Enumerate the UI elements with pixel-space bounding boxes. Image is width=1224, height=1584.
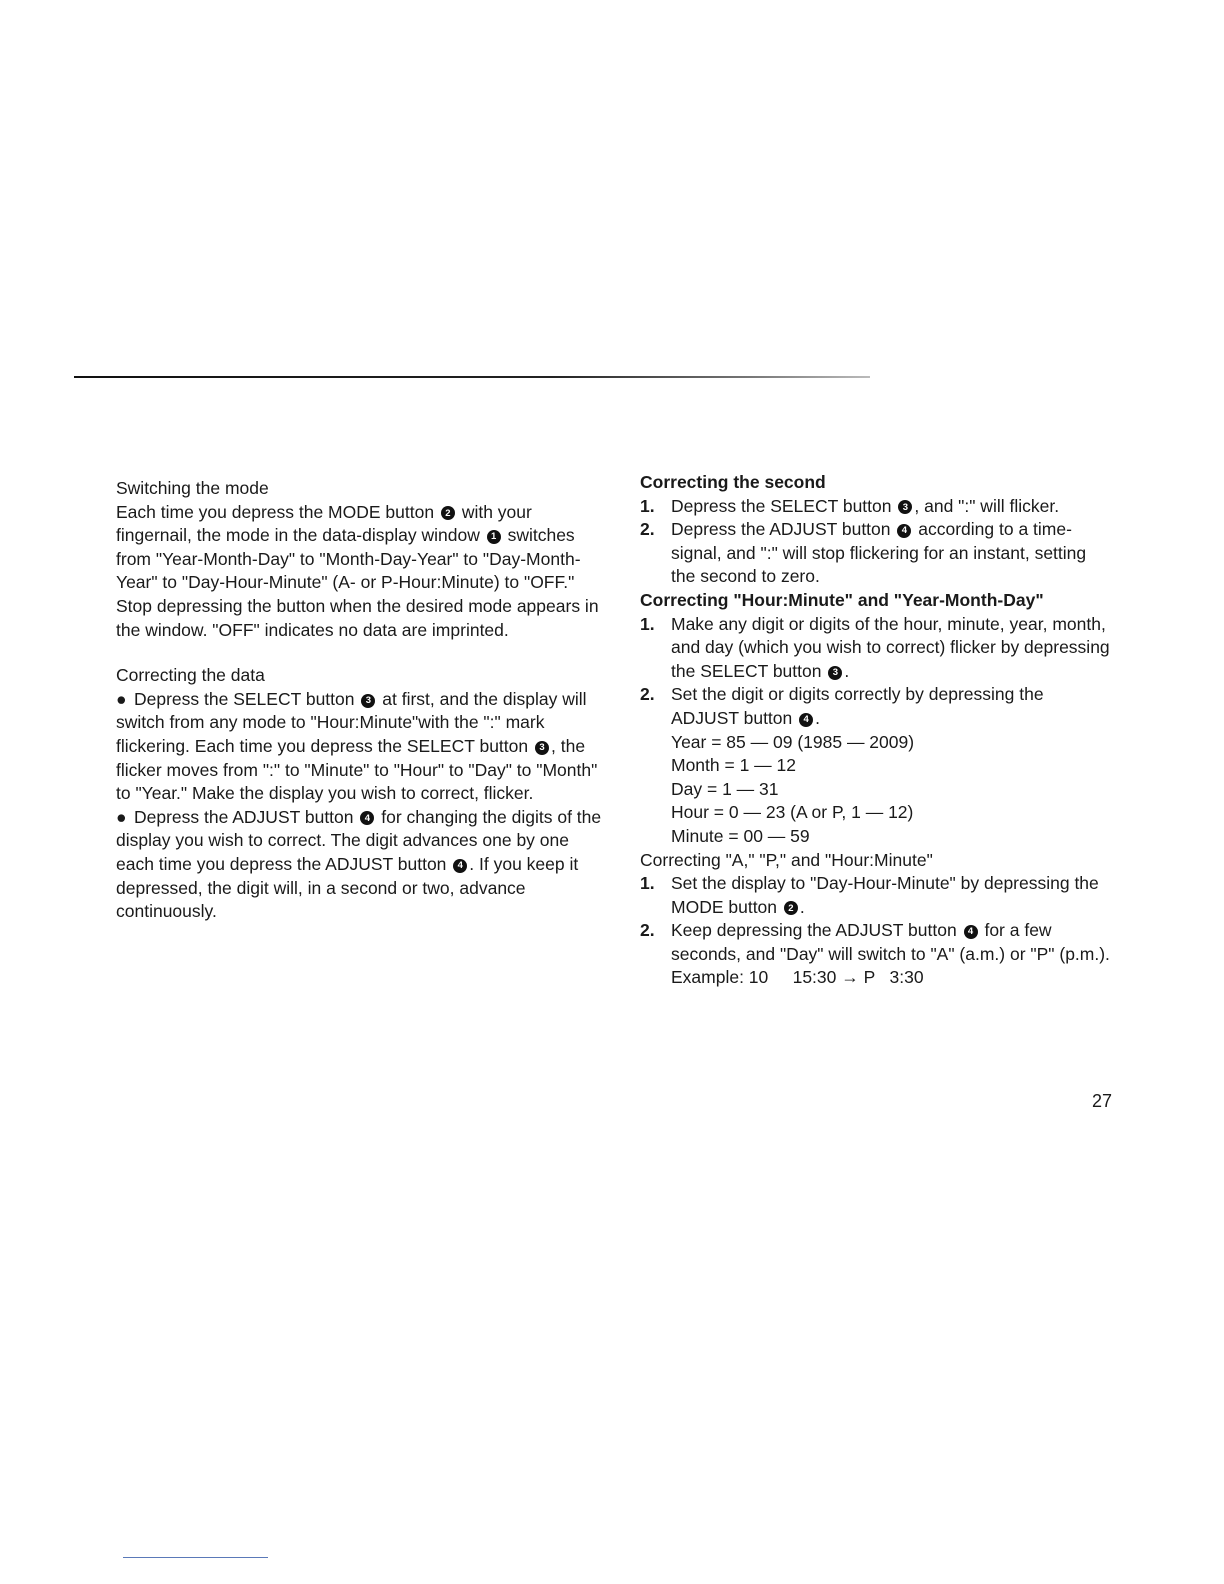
select-button-callout-icon: 3 [535, 741, 549, 755]
text-run: . [844, 660, 850, 681]
text-run: , and ":" will flicker. [914, 495, 1060, 516]
select-button-callout-icon: 3 [361, 694, 375, 708]
window-callout-icon: 1 [487, 530, 501, 544]
adjust-button-callout-icon: 4 [964, 925, 978, 939]
bullet-icon: ● [116, 688, 127, 709]
range-minute: Minute = 00 — 59 [671, 825, 810, 846]
step-number: 1. [640, 613, 655, 634]
mode-button-callout-icon: 2 [784, 901, 798, 915]
select-button-callout-icon: 3 [898, 500, 912, 514]
list-item [640, 919, 1110, 990]
correcting-hour-minute-heading: Correcting "Hour:Minute" and "Year-Month-Day" [640, 589, 1044, 610]
right-column [640, 471, 1110, 990]
mode-button-callout-icon: 2 [441, 506, 455, 520]
correcting-second-list [640, 495, 1110, 589]
text-run: . If you keep it depressed, the digit will, in a second or two, advance continuously. [116, 853, 579, 922]
correcting-data-heading: Correcting the data [116, 665, 265, 686]
list-item [640, 613, 1110, 684]
range-month: Month = 1 — 12 [671, 755, 797, 776]
list-item [640, 518, 1110, 589]
text-run: Depress the SELECT button [671, 495, 892, 516]
correcting-ap-list [640, 872, 1110, 990]
adjust-button-callout-icon: 4 [897, 524, 911, 538]
text-run: Keep depressing the ADJUST button [671, 920, 957, 941]
select-button-callout-icon: 3 [828, 666, 842, 680]
text-run: switches from "Year-Month-Day" to "Month-Day-Year" to "Day-Month-Year" to "Day-Hour-Minute" (A- or P-Hour:Minute) to "OFF." Stop depressing the button when the desired mode appears in the window. "OFF" indicates no data are imprinted. [116, 525, 599, 640]
text-run: for changing the digits of the display you wish to correct. The digit advances one by one each time you depress the ADJUST button [116, 806, 602, 874]
list-item [640, 872, 1110, 919]
text-run: Make any digit or digits of the hour, minute, year, month, and day (which you wish to correct) flicker by depressing the SELECT button [671, 613, 1110, 681]
correcting-ap-heading: Correcting "A," "P," and "Hour:Minute" [640, 849, 933, 870]
correcting-hour-minute-list [640, 613, 1110, 849]
step-number: 1. [640, 873, 655, 894]
text-run: Set the display to "Day-Hour-Minute" by depressing the MODE button [671, 873, 1099, 917]
bullet-select [116, 688, 606, 806]
step-number: 2. [640, 920, 655, 941]
text-run: with your fingernail, the mode in the data-display window [116, 501, 532, 546]
text-run: Each time you depress the MODE button [116, 501, 435, 522]
adjust-button-callout-icon: 4 [360, 811, 374, 825]
step-number: 2. [640, 519, 655, 540]
list-item [640, 495, 1110, 519]
bullet-adjust [116, 806, 606, 924]
switching-mode-paragraph [116, 501, 606, 643]
left-column [116, 477, 606, 924]
range-hour: Hour = 0 — 23 (A or P, 1 — 12) [671, 802, 914, 823]
text-run: Set the digit or digits correctly by depressing the ADJUST button [671, 684, 1044, 728]
top-rule [74, 376, 870, 378]
text-run: according to a time-signal, and ":" will stop flickering for an instant, setting the second to zero. [671, 519, 1087, 587]
correcting-second-heading: Correcting the second [640, 472, 826, 492]
text-run: at first, and the display will switch from any mode to "Hour:Minute"with the ":" mark flickering. Each time you depress the SELECT button [116, 688, 587, 756]
range-year: Year = 85 — 09 (1985 — 2009) [671, 731, 915, 752]
text-run: . [815, 707, 821, 728]
adjust-button-callout-icon: 4 [799, 713, 813, 727]
range-day: Day = 1 — 31 [671, 778, 779, 799]
step-number: 1. [640, 495, 655, 516]
text-run: for a few seconds, and "Day" will switch to "A" (a.m.) or "P" (p.m.). [671, 920, 1110, 964]
text-run: Depress the ADJUST button [671, 519, 891, 540]
text-run: Depress the SELECT button [134, 688, 355, 709]
bottom-rule [123, 1557, 268, 1558]
adjust-button-callout-icon: 4 [453, 859, 467, 873]
bullet-icon: ● [116, 806, 127, 827]
text-run: Depress the ADJUST button [134, 806, 354, 827]
page-number: 27 [1092, 1091, 1113, 1111]
text-run: . [799, 896, 805, 917]
switching-mode-heading: Switching the mode [116, 478, 269, 498]
list-item [640, 683, 1110, 848]
text-run: , the flicker moves from ":" to "Minute" to "Hour" to "Day" to "Month" to "Year." Make the display you wish to correct, flicker. [116, 735, 598, 804]
example-line: Example: 10 15:30 → P 3:30 [671, 967, 924, 988]
step-number: 2. [640, 684, 655, 705]
